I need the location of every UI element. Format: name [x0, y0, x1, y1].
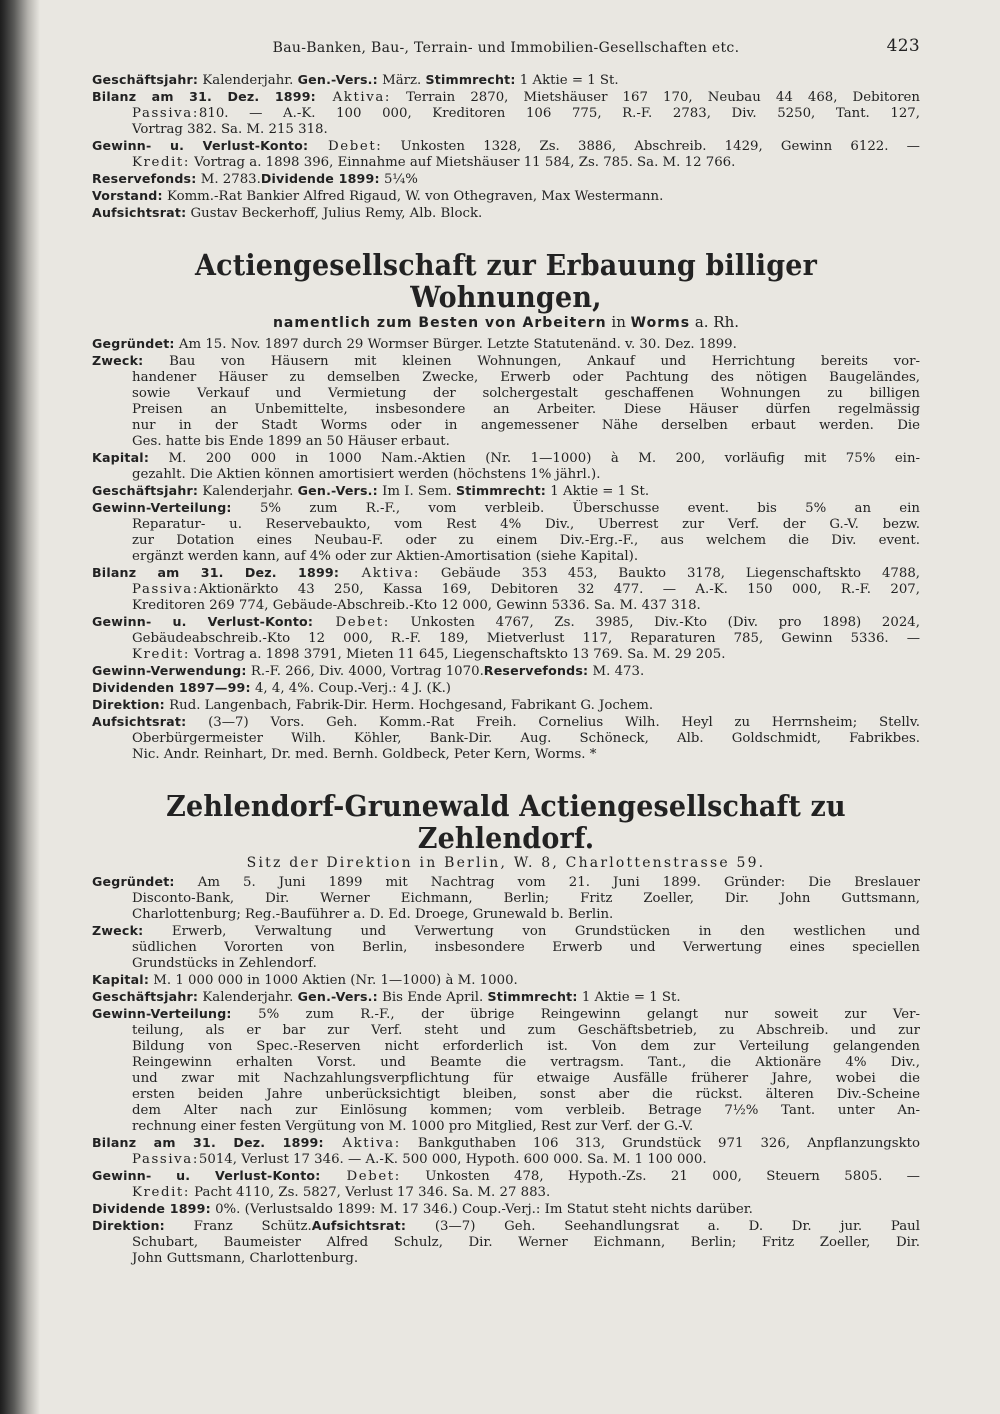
- text-line: [92, 565, 920, 582]
- field-text: 5% zum R.-F., der übrige Reingewinn gelangt nur soweit zur Ver-: [231, 1007, 920, 1022]
- field-label: Bilanz am 31. Dez. 1899:: [92, 565, 340, 580]
- field-label: Gegründet:: [92, 336, 175, 351]
- text-line: [92, 1135, 920, 1152]
- field-text: M. 1 000 000 in 1000 Aktien (Nr. 1—1000) à M. 1000.: [149, 973, 518, 988]
- text-line: [92, 891, 920, 907]
- field-text: 4, 4, 4%. Coup.-Verj.: 4 J. (K.): [250, 681, 451, 696]
- subtitle-end: a. Rh.: [690, 313, 740, 331]
- field-text: nur in der Stadt Worms oder in angemessener Nähe derselben erbaut werden. Die: [132, 418, 920, 433]
- field-label: Gewinn-Verteilung:: [92, 500, 232, 515]
- text-line: [92, 1201, 920, 1218]
- text-line: [92, 353, 920, 370]
- text-line: [92, 106, 920, 122]
- field-text: Gebäudeabschreib.-Kto 12 000, R.-F. 189, Mietverlust 117, Reparaturen 785, Gewinn 5336. —: [132, 631, 920, 646]
- field-text: Bau von Häusern mit kleinen Wohnungen, Ankauf und Herrichtung bereits vor-: [143, 354, 920, 369]
- account-side-label: Debet:: [313, 615, 390, 630]
- text-line: [92, 1119, 920, 1135]
- text-line: [92, 483, 920, 500]
- field-text: gezahlt. Die Aktien können amortisiert werden (höchstens 1% jährl.).: [132, 467, 601, 482]
- field-text: Erwerb, Verwaltung und Verwertung von Grundstücken in den westlichen und: [143, 924, 920, 939]
- field-text: (3—7) Geh. Seehandlungsrat a. D. Dr. jur. Paul: [406, 1219, 920, 1234]
- field-label: Aufsichtsrat:: [92, 714, 187, 729]
- field-text: Im I. Sem.: [377, 484, 456, 499]
- field-label: Direktion:: [92, 697, 165, 712]
- text-line: [92, 336, 920, 353]
- text-line: [92, 697, 920, 714]
- field-label: Gen.-Vers.:: [297, 483, 378, 498]
- field-text: Bildung von Spec.-Reserven nicht erforderlich ist. Von dem zur Verteilung gelangenden: [132, 1039, 920, 1054]
- text-line: [92, 1185, 920, 1201]
- entry-continued: [92, 72, 920, 222]
- field-text: 5% zum R.-F., vom verbleib. Überschusse event. bis 5% an ein: [231, 501, 920, 516]
- field-text: Kreditoren 269 774, Gebäude-Abschreib.-Kto 12 000, Gewinn 5336. Sa. M. 437 318.: [132, 598, 701, 613]
- field-text: Kalenderjahr.: [198, 990, 298, 1005]
- field-text: Franz Schütz.: [164, 1219, 312, 1234]
- text-line: [92, 989, 920, 1006]
- field-text: 1 Aktie = 1 St.: [515, 73, 619, 88]
- field-label: Aufsichtsrat:: [92, 205, 187, 220]
- entry-worms: [92, 336, 920, 763]
- text-line: [92, 138, 920, 155]
- field-label: Stimmrecht:: [487, 989, 578, 1004]
- field-label: Bilanz am 31. Dez. 1899:: [92, 1135, 324, 1150]
- account-side-label: Debet:: [308, 139, 383, 154]
- text-line: [92, 614, 920, 631]
- field-text: Oberbürgermeister Wilh. Köhler, Bank-Dir. Aug. Schöneck, Alb. Goldschmidt, Fabrikbes.: [132, 731, 920, 746]
- field-text: Preisen an Unbemittelte, insbesondere an Arbeiter. Diese Häuser dürfen regelmässig: [132, 402, 920, 417]
- text-line: [92, 467, 920, 483]
- text-line: [92, 450, 920, 467]
- text-line: [92, 663, 920, 680]
- text-line: [92, 500, 920, 517]
- text-line: [92, 647, 920, 663]
- text-line: [92, 1071, 920, 1087]
- field-label: Vorstand:: [92, 188, 163, 203]
- subtitle-in: in: [606, 313, 631, 331]
- field-label: Reservefonds:: [92, 171, 197, 186]
- text-line: [92, 89, 920, 106]
- field-text: sowie Verkauf und Vermietung der solchergestalt geschaffenen Wohnungen zu billigen: [132, 386, 920, 401]
- field-label: Dividende 1899:: [92, 1201, 211, 1216]
- field-text: 5¼%: [379, 172, 418, 187]
- field-text: Schubart, Baumeister Alfred Schulz, Dir. Werner Eichmann, Berlin; Fritz Zoeller, Dir.: [132, 1235, 920, 1250]
- account-side-label: Passiva:: [132, 106, 199, 121]
- field-label: Stimmrecht:: [455, 483, 547, 498]
- field-text: Vortrag a. 1898 396, Einnahme auf Mietshäuser 11 584, Zs. 785. Sa. M. 12 766.: [189, 155, 736, 170]
- field-text: Rud. Langenbach, Fabrik-Dir. Herm. Hochgesand, Fabrikant G. Jochem.: [164, 698, 654, 713]
- field-label: Gewinn-Verteilung:: [92, 1006, 232, 1021]
- field-text: M. 200 000 in 1000 Nam.-Aktien (Nr. 1—1000) à M. 200, vorläufig mit 75% ein-: [149, 451, 920, 466]
- text-line: [92, 370, 920, 386]
- field-text: Vortrag 382. Sa. M. 215 318.: [132, 122, 328, 137]
- text-line: [92, 731, 920, 747]
- field-text: A.-K. 150 000, R.-F. 207,: [695, 582, 920, 597]
- field-text: Unkosten 4767, Zs. 3985, Div.-Kto (Div. pro 1898) 2024,: [389, 615, 920, 630]
- field-text: Nic. Andr. Reinhart, Dr. med. Bernh. Goldbeck, Peter Kern, Worms. *: [132, 747, 597, 762]
- text-line: [92, 1087, 920, 1103]
- field-label: Stimmrecht:: [425, 72, 516, 87]
- field-text: dem Alter nach zur Einlösung kommen; vom verbleib. Betrage 7½% Tant. unter An-: [132, 1103, 920, 1118]
- account-side-label: Kredit:: [132, 647, 190, 662]
- field-text: Aktionärkto 43 250, Kassa 169, Debitoren 32 477. —: [198, 582, 696, 597]
- field-text: März.: [377, 73, 426, 88]
- field-label: Gen.-Vers.:: [297, 72, 378, 87]
- field-text: Komm.-Rat Bankier Alfred Rigaud, W. von Othegraven, Max Westermann.: [162, 189, 664, 204]
- text-line: [92, 205, 920, 222]
- text-line: [92, 386, 920, 402]
- field-text: Unkosten 478, Hypoth.-Zs. 21 000, Steuern 5805. —: [400, 1169, 920, 1184]
- text-line: [92, 874, 920, 891]
- company-title-zehlendorf: Zehlendorf-Grunewald Actiengesellschaft zu Zehlendorf.: [166, 789, 846, 855]
- field-text: A.-K. 100 000, Kreditoren 106 775, R.-F. 2783, Div. 5250, Tant. 127,: [283, 106, 920, 121]
- field-text: M. 473.: [588, 664, 645, 679]
- account-side-label: Debet:: [320, 1169, 401, 1184]
- field-label: Reservefonds:: [483, 663, 589, 678]
- field-text: Reparatur- u. Reservebaukto, vom Rest 4% Div., Überrest zur Verf. der G.-V. bezw.: [132, 517, 920, 532]
- running-header: [92, 38, 920, 58]
- account-side-label: Aktiva:: [323, 1136, 401, 1151]
- text-line: [92, 907, 920, 923]
- field-text: ersten beiden Jahre unberücksichtigt bleiben, sonst aber die rückst. älteren Div.-Scheine: [132, 1087, 920, 1102]
- field-label: Gewinn-Verwendung:: [92, 663, 247, 678]
- text-line: [92, 1152, 920, 1168]
- field-text: 0%. (Verlustsaldo 1899: M. 17 346.) Coup.-Verj.: Im Statut steht nichts darüber.: [210, 1202, 753, 1217]
- field-label: Gewinn- u. Verlust-Konto:: [92, 614, 314, 629]
- text-line: [92, 171, 920, 188]
- subtitle-city: Worms: [630, 315, 691, 331]
- field-text: A.-K. 500 000, Hypoth. 600 000. Sa. M. 1 100 000.: [365, 1152, 707, 1167]
- field-text: und zwar mit Nachzahlungsverpflichtung für etwaige Ausfälle früherer Jahre, wobei die: [132, 1071, 920, 1086]
- text-line: [92, 549, 920, 565]
- field-text: Am 15. Nov. 1897 durch 29 Wormser Bürger. Letzte Statutenänd. v. 30. Dez. 1899.: [174, 337, 737, 352]
- field-text: teilung, als er bar zur Verf. steht und zum Geschäftsbetrieb, zu Abschreib. und zur: [132, 1023, 920, 1038]
- field-label: Geschäftsjahr:: [92, 989, 199, 1004]
- text-line: [92, 1251, 920, 1267]
- text-line: [92, 533, 920, 549]
- text-line: [92, 188, 920, 205]
- text-line: [92, 1055, 920, 1071]
- field-label: Geschäftsjahr:: [92, 72, 199, 87]
- text-line: [92, 956, 920, 972]
- field-label: Gewinn- u. Verlust-Konto:: [92, 1168, 321, 1183]
- text-line: [92, 582, 920, 598]
- field-text: John Guttsmann, Charlottenburg.: [132, 1251, 359, 1266]
- account-side-label: Kredit:: [132, 155, 190, 170]
- field-text: handener Häuser zu demselben Zwecke, Erwerb oder Pachtung des nötigen Baugeländes,: [132, 370, 920, 385]
- text-line: [92, 972, 920, 989]
- field-text: 810. —: [198, 106, 284, 121]
- book-spine-shadow: [0, 0, 40, 1414]
- field-text: M. 2783.: [196, 172, 261, 187]
- field-text: Vortrag a. 1898 3791, Mieten 11 645, Liegenschaftskto 13 769. Sa. M. 29 205.: [189, 647, 726, 662]
- field-label: Bilanz am 31. Dez. 1899:: [92, 89, 316, 104]
- running-title: Bau-Banken, Bau-, Terrain- und Immobilien-Gesellschaften etc.: [272, 40, 740, 56]
- text-line: [92, 418, 920, 434]
- text-line: [92, 517, 920, 533]
- field-text: Unkosten 1328, Zs. 3886, Abschreib. 1429, Gewinn 6122. —: [382, 139, 920, 154]
- field-label: Zweck:: [92, 923, 144, 938]
- field-label: Kapital:: [92, 450, 150, 465]
- company-title-worms: Actiengesellschaft zur Erbauung billiger Wohnungen,: [194, 248, 817, 314]
- company-subtitle-worms: [92, 313, 920, 332]
- field-text: Kalenderjahr.: [198, 73, 298, 88]
- text-line: [92, 1235, 920, 1251]
- account-side-label: Aktiva:: [339, 566, 420, 581]
- field-text: Ges. hatte bis Ende 1899 an 50 Häuser erbaut.: [132, 434, 450, 449]
- field-label: Direktion:: [92, 1218, 165, 1233]
- field-text: Terrain 2870, Mietshäuser 167 170, Neubau 44 468, Debitoren: [390, 90, 920, 105]
- field-text: Bankguthaben 106 313, Grundstück 971 326, Anpflanzungskto: [400, 1136, 920, 1151]
- text-line: [92, 122, 920, 138]
- text-line: [92, 1168, 920, 1185]
- account-side-label: Passiva:: [132, 1152, 199, 1167]
- text-line: [92, 1218, 920, 1235]
- account-side-label: Passiva:: [132, 582, 199, 597]
- field-label: Dividende 1899:: [260, 171, 380, 186]
- field-label: Gewinn- u. Verlust-Konto:: [92, 138, 309, 153]
- text-line: [92, 402, 920, 418]
- field-text: Gustav Beckerhoff, Julius Remy, Alb. Block.: [186, 206, 483, 221]
- field-label: Dividenden 1897—99:: [92, 680, 251, 695]
- field-text: Charlottenburg; Reg.-Bauführer a. D. Ed. Droege, Grunewald b. Berlin.: [132, 907, 614, 922]
- field-text: ergänzt werden kann, auf 4% oder zur Aktien-Amortisation (siehe Kapital).: [132, 549, 639, 564]
- page-number: 423: [886, 36, 920, 56]
- text-line: [92, 1103, 920, 1119]
- page: [92, 38, 920, 1267]
- account-side-label: Aktiva:: [315, 90, 391, 105]
- field-label: Geschäftsjahr:: [92, 483, 199, 498]
- text-line: [92, 598, 920, 614]
- text-line: [92, 1006, 920, 1023]
- field-text: Am 5. Juni 1899 mit Nachtrag vom 21. Juni 1899. Gründer: Die Breslauer: [174, 875, 920, 890]
- field-text: Reingewinn erhalten Vorst. und Beamte die vertragsm. Tant., die Aktionäre 4% Div.,: [132, 1055, 920, 1070]
- text-line: [92, 714, 920, 731]
- field-label: Gegründet:: [92, 874, 175, 889]
- field-text: südlichen Vororten von Berlin, insbesondere Erwerb und Verwertung eines speciellen: [132, 940, 920, 955]
- text-line: [92, 434, 920, 450]
- text-line: [92, 631, 920, 647]
- field-text: Gebäude 353 453, Baukto 3178, Liegenschaftskto 4788,: [420, 566, 920, 581]
- field-text: (3—7) Vors. Geh. Komm.-Rat Freih. Cornelius Wilh. Heyl zu Herrnsheim; Stellv.: [186, 715, 920, 730]
- field-label: Kapital:: [92, 972, 150, 987]
- field-text: 1 Aktie = 1 St.: [577, 990, 681, 1005]
- field-text: Pacht 4110, Zs. 5827, Verlust 17 346. Sa. M. 27 883.: [189, 1185, 551, 1200]
- text-line: [92, 923, 920, 940]
- text-line: [92, 155, 920, 171]
- entry-zehlendorf: [92, 874, 920, 1267]
- field-text: Grundstücks in Zehlendorf.: [132, 956, 317, 971]
- field-text: Bis Ende April.: [377, 990, 488, 1005]
- field-label: Gen.-Vers.:: [297, 989, 378, 1004]
- subtitle-bold: namentlich zum Besten von Arbeitern: [272, 315, 607, 331]
- field-text: rechnung einer festen Vergütung von M. 1000 pro Mitglied, Rest zur Verf. der G.-V.: [132, 1119, 694, 1134]
- account-side-label: Kredit:: [132, 1185, 190, 1200]
- company-seat-zehlendorf: Sitz der Direktion in Berlin, W. 8, Charlottenstrasse 59.: [246, 855, 766, 871]
- field-text: R.-F. 266, Div. 4000, Vortrag 1070.: [246, 664, 484, 679]
- field-text: Disconto-Bank, Dir. Werner Eichmann, Berlin; Fritz Zoeller, Dir. John Guttsmann,: [132, 891, 920, 906]
- field-text: Kalenderjahr.: [198, 484, 298, 499]
- field-text: 5014, Verlust 17 346. —: [198, 1152, 366, 1167]
- text-line: [92, 940, 920, 956]
- field-text: zur Dotation eines Neubau-F. oder zu einem Div.-Erg.-F., aus welchem die Div. event.: [132, 533, 920, 548]
- text-line: [92, 1023, 920, 1039]
- text-line: [92, 747, 920, 763]
- text-line: [92, 1039, 920, 1055]
- field-label: Aufsichtsrat:: [311, 1218, 407, 1233]
- field-text: 1 Aktie = 1 St.: [546, 484, 650, 499]
- text-line: [92, 680, 920, 697]
- text-line: [92, 72, 920, 89]
- field-label: Zweck:: [92, 353, 144, 368]
